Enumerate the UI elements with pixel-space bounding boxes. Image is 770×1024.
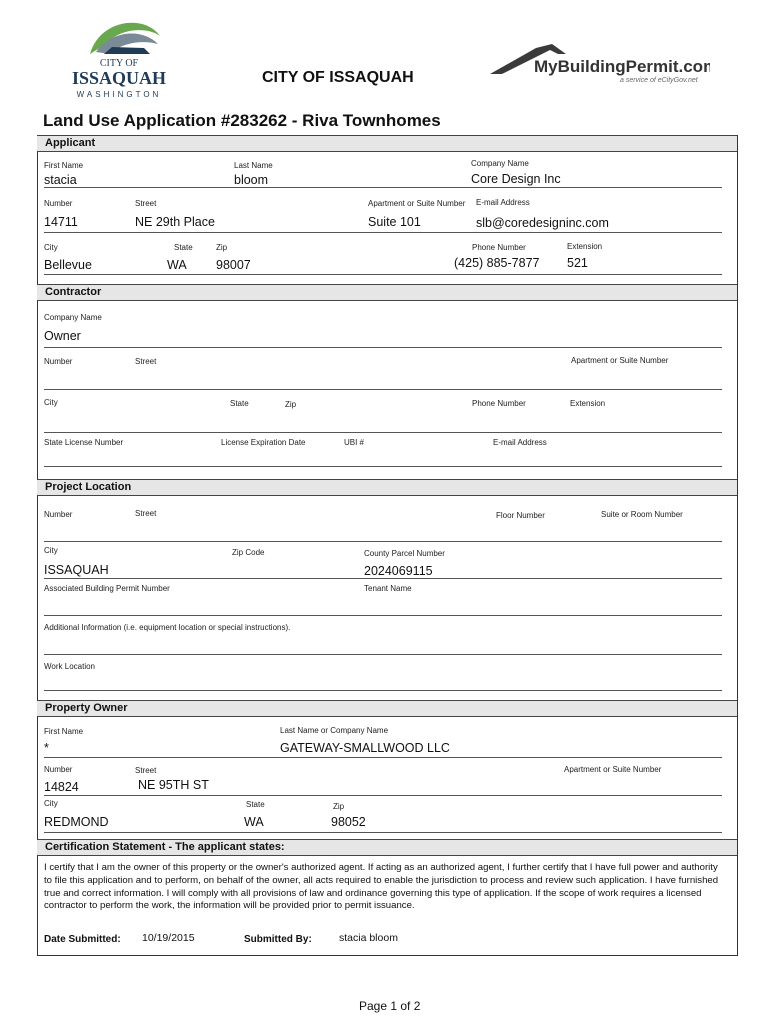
applicant-last-name-value: bloom — [234, 173, 269, 187]
applicant-apt-label: Apartment or Suite Number — [368, 199, 466, 208]
owner-zip-value: 98052 — [331, 815, 366, 829]
applicant-section-header — [37, 135, 737, 152]
contractor-city-rule — [44, 432, 722, 433]
project-parcel-value: 2024069115 — [364, 564, 433, 578]
project-city-rule — [44, 578, 722, 579]
project-street-label: Street — [135, 509, 157, 518]
project-assoc-permit-label: Associated Building Permit Number — [44, 584, 170, 593]
contractor-street-label: Street — [135, 357, 157, 366]
svg-text:CITY OF: CITY OF — [99, 58, 139, 69]
contractor-email-label: E-mail Address — [493, 438, 547, 447]
contractor-city-label: City — [44, 398, 58, 407]
applicant-apt-value: Suite 101 — [368, 215, 421, 229]
applicant-extension-value: 521 — [567, 256, 588, 270]
contractor-number-label: Number — [44, 357, 73, 366]
owner-last-name-label: Last Name or Company Name — [280, 726, 389, 735]
application-title: Land Use Application #283262 - Riva Townhomes — [43, 111, 441, 130]
owner-state-value: WA — [244, 815, 264, 829]
applicant-zip-value: 98007 — [216, 258, 251, 272]
applicant-company-value: Core Design Inc — [471, 172, 561, 186]
applicant-first-name-label: First Name — [44, 161, 84, 170]
submitted-by-label: Submitted By: — [244, 934, 312, 945]
project-location-heading: Project Location — [45, 481, 132, 493]
applicant-phone-value: (425) 885-7877 — [454, 256, 540, 270]
applicant-company-label: Company Name — [471, 159, 529, 168]
applicant-street-label: Street — [135, 199, 157, 208]
project-location-section-header — [37, 479, 737, 496]
project-additional-info-label: Additional Information (i.e. equipment location or special instructions). — [44, 623, 291, 632]
rooftop-icon — [488, 42, 710, 90]
owner-street-value: NE 95TH ST — [138, 778, 209, 792]
owner-first-name-label: First Name — [44, 727, 84, 736]
project-suite-room-label: Suite or Room Number — [601, 510, 683, 519]
certification-heading: Certification Statement - The applicant states: — [45, 841, 285, 853]
owner-city-value: REDMOND — [44, 815, 109, 829]
owner-street-label: Street — [135, 766, 157, 775]
property-owner-heading: Property Owner — [45, 702, 128, 714]
contractor-address-rule — [44, 389, 722, 390]
contractor-company-rule — [44, 347, 722, 348]
project-tenant-label: Tenant Name — [364, 584, 412, 593]
owner-city-label: City — [44, 799, 58, 808]
project-parcel-label: County Parcel Number — [364, 549, 445, 558]
applicant-city-value: Bellevue — [44, 258, 92, 272]
page-number: Page 1 of 2 — [359, 999, 421, 1013]
applicant-number-label: Number — [44, 199, 73, 208]
applicant-extension-label: Extension — [567, 242, 603, 251]
applicant-last-name-label: Last Name — [234, 161, 273, 170]
project-work-location-label: Work Location — [44, 662, 95, 671]
contractor-heading: Contractor — [45, 286, 102, 298]
applicant-state-value: WA — [167, 258, 187, 272]
project-floor-label: Floor Number — [496, 511, 545, 520]
project-address-rule — [44, 541, 722, 542]
applicant-email-value: slb@coredesigninc.com — [476, 216, 609, 230]
project-number-label: Number — [44, 510, 73, 519]
applicant-name-rule — [44, 187, 722, 188]
contractor-ubi-label: UBI # — [344, 438, 365, 447]
applicant-address-rule — [44, 232, 722, 233]
date-submitted-label: Date Submitted: — [44, 934, 121, 945]
applicant-street-value: NE 29th Place — [135, 215, 215, 229]
contractor-apt-label: Apartment or Suite Number — [571, 356, 669, 365]
certification-statement: I certify that I am the owner of this property or the owner's authorized agent. If acting as an authorized agent, I further certify that I have full power and authority to file this application and to perform, on behalf of the owner, all acts required to enable the jurisdiction to process and review such application. I have furnished true and correct information. I will comply with all provisions of law and ordinance governing this type of application. If the scope of work requires a licensed contractor to perform the work, the information will be provided prior to permit issuance. — [44, 862, 719, 912]
project-city-value: ISSAQUAH — [44, 563, 109, 577]
project-zip-code-label: Zip Code — [232, 548, 265, 557]
owner-state-label: State — [246, 800, 265, 809]
project-additional-info-rule — [44, 654, 722, 655]
svg-text:WASHINGTON: WASHINGTON — [76, 90, 162, 99]
applicant-phone-label: Phone Number — [472, 243, 526, 252]
project-work-location-rule — [44, 690, 722, 691]
applicant-zip-label: Zip — [216, 243, 228, 252]
owner-number-value: 14824 — [44, 780, 79, 794]
owner-first-name-value: * — [44, 741, 49, 755]
issaquah-salmon-icon — [60, 14, 178, 102]
applicant-city-rule — [44, 274, 722, 275]
property-owner-section-header — [37, 700, 737, 717]
date-submitted-value: 10/19/2015 — [142, 932, 195, 944]
svg-text:ISSAQUAH: ISSAQUAH — [71, 68, 167, 88]
applicant-heading: Applicant — [45, 137, 96, 149]
submitted-by-value: stacia bloom — [339, 932, 398, 944]
contractor-zip-label: Zip — [285, 400, 297, 409]
contractor-phone-label: Phone Number — [472, 399, 526, 408]
owner-apt-label: Apartment or Suite Number — [564, 765, 662, 774]
svg-text:a service of eCityGov.net: a service of eCityGov.net — [620, 77, 698, 84]
contractor-section-header — [37, 284, 737, 301]
svg-text:MyBuildingPermit.com: MyBuildingPermit.com — [534, 57, 710, 76]
owner-address-rule — [44, 795, 722, 796]
contractor-state-label: State — [230, 399, 249, 408]
mybuildingpermit-logo — [488, 42, 710, 90]
contractor-extension-label: Extension — [570, 399, 606, 408]
contractor-license-exp-label: License Expiration Date — [221, 438, 306, 447]
city-title: CITY OF ISSAQUAH — [262, 69, 414, 86]
project-permit-rule — [44, 615, 722, 616]
city-of-issaquah-logo — [60, 14, 178, 102]
owner-last-name-value: GATEWAY-SMALLWOOD LLC — [280, 741, 450, 755]
owner-number-label: Number — [44, 765, 73, 774]
contractor-license-label: State License Number — [44, 438, 124, 447]
applicant-state-label: State — [174, 243, 193, 252]
applicant-first-name-value: stacia — [44, 173, 77, 187]
contractor-company-label: Company Name — [44, 313, 102, 322]
applicant-email-label: E-mail Address — [476, 198, 530, 207]
contractor-company-value: Owner — [44, 329, 81, 343]
applicant-city-label: City — [44, 243, 58, 252]
owner-city-rule — [44, 832, 722, 833]
applicant-number-value: 14711 — [44, 215, 78, 229]
owner-zip-label: Zip — [333, 802, 345, 811]
certification-section-header — [37, 839, 737, 856]
owner-name-rule — [44, 757, 722, 758]
contractor-license-rule — [44, 466, 722, 467]
project-city-label: City — [44, 546, 58, 555]
